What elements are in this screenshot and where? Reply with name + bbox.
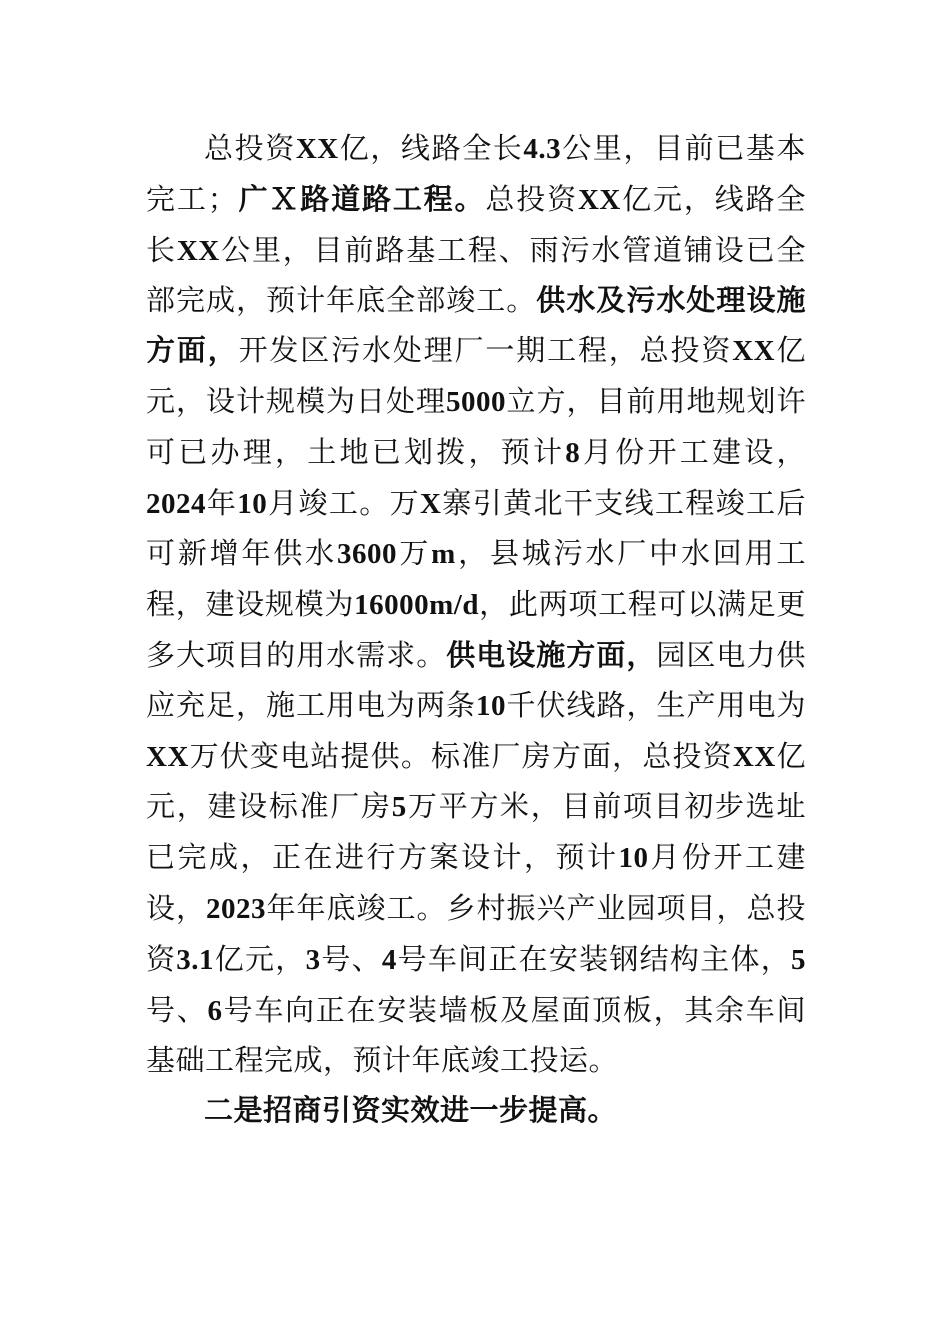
numeric-value: XX <box>146 740 189 773</box>
text-run: 公里，目前已基本完工； <box>146 131 806 216</box>
text-run: 亿元，设计规模为日处理 <box>146 333 806 418</box>
numeric-value: XX <box>295 133 339 165</box>
text-run: 号、 <box>320 941 382 976</box>
text-run: 总投资 <box>204 131 296 165</box>
paragraph-infrastructure <box>146 124 806 1086</box>
numeric-value: 5 <box>790 943 806 976</box>
numeric-value: 3.1 <box>176 943 215 976</box>
text-run: 万伏变电站提供。标准厂房方面，总投资 <box>188 738 733 773</box>
numeric-value: 4 <box>381 943 397 976</box>
text-run: 号车间正在安装钢结构主体， <box>396 941 791 976</box>
text-run: 月份开工建设， <box>580 434 806 469</box>
numeric-value: XX <box>577 183 621 216</box>
text-run: 亿元，线路全长 <box>146 181 806 267</box>
numeric-value: 10 <box>475 689 506 722</box>
text-run: 万 <box>396 536 432 571</box>
text-run: 公里，目前路基工程、雨污水管道铺设已全部完成，预计年底全部竣工。 <box>146 232 806 318</box>
numeric-value: 10 <box>618 842 649 875</box>
bold-phrase: 供水及污水处理设施方面， <box>146 283 806 368</box>
numeric-value: 4.3 <box>523 133 562 165</box>
numeric-value: 3600 <box>336 538 397 571</box>
bold-phrase: 供电设施方面， <box>446 637 657 672</box>
text-run: 开发区污水处理厂一期工程，总投资 <box>238 333 733 368</box>
numeric-value: 2024 <box>146 487 206 520</box>
numeric-value: XX <box>176 234 220 267</box>
text-run: 号车向正在安装墙板及屋面顶板，其余车间基础工程完成，预计年底竣工投运。 <box>146 992 806 1078</box>
numeric-value: X <box>420 487 442 520</box>
numeric-value: 16000m/d <box>354 589 479 622</box>
bold-phrase: 广Ｘ路道路工程。 <box>237 181 486 216</box>
text-run: 年年底竣工。乡村振兴产业园项目，总投资 <box>146 890 806 976</box>
text-run: 万平方米，目前项目初步选址已完成，正在进行方案设计，预计 <box>146 789 806 875</box>
text-run: 月竣工。万 <box>267 485 421 520</box>
text-run: 号、 <box>146 992 208 1027</box>
numeric-value: XX <box>732 335 776 368</box>
text-run: 千伏线路，生产用电为 <box>505 687 806 722</box>
numeric-value: 8 <box>565 436 581 469</box>
text-run: 月份开工建设， <box>146 840 806 925</box>
numeric-value: 3 <box>305 943 321 976</box>
text-run: 年 <box>206 485 238 520</box>
text-run: 寨引黄北干支线工程竣工后可新增年供水 <box>146 485 806 571</box>
text-run: 园区电力供应充足，施工用电为两条 <box>146 637 806 722</box>
numeric-value: 6 <box>207 994 223 1027</box>
numeric-value: XX <box>732 740 776 773</box>
numeric-value: 5000 <box>446 385 506 418</box>
numeric-value: 2023 <box>206 892 266 925</box>
numeric-value: 10 <box>237 487 268 520</box>
text-run: 亿元， <box>214 941 306 976</box>
text-run: ，此两项工程可以满足更多大项目的用水需求。 <box>146 587 806 672</box>
text-run: 立方，目前用地规划许可已办理，土地已划拨，预计 <box>146 383 806 469</box>
section-heading-investment: 二是招商引资实效进一步提高。 <box>204 1093 618 1128</box>
document-body <box>146 124 806 1136</box>
numeric-value: m <box>431 538 456 571</box>
numeric-value: 5 <box>391 791 407 824</box>
text-run: 亿元，建设标准厂房 <box>146 738 806 824</box>
text-run: 总投资 <box>485 181 578 216</box>
text-run: 亿，线路全长 <box>338 131 524 165</box>
text-run: ，县城污水厂中水回用工程，建设规模为 <box>146 536 806 622</box>
